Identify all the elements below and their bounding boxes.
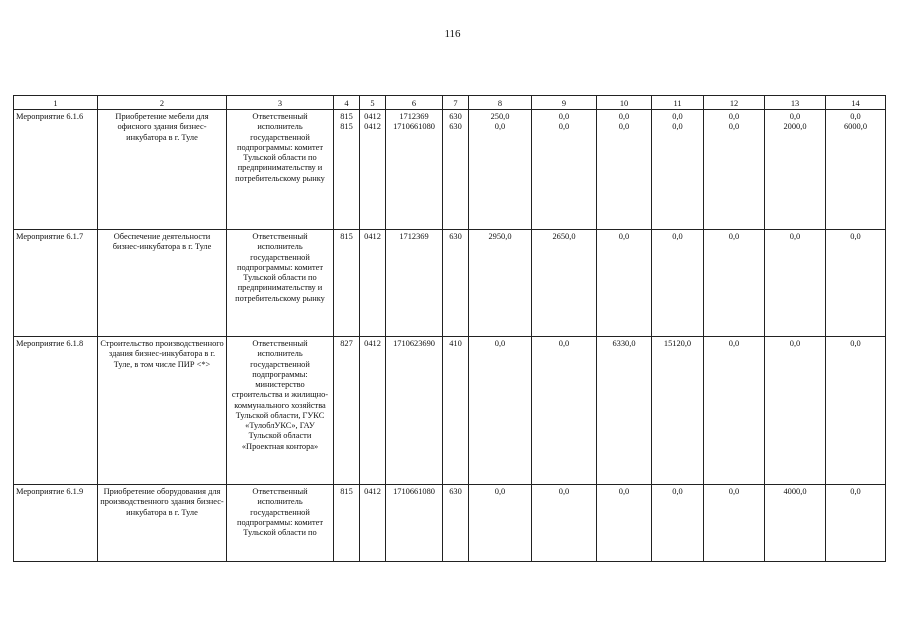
cell-c14: 0,0: [826, 337, 886, 485]
cell-c8: 2950,0: [469, 230, 532, 337]
cell-c7: 410: [443, 337, 469, 485]
cell-c8: 250,0 0,0: [469, 110, 532, 230]
cell-c8: 0,0: [469, 485, 532, 562]
cell-c9: 0,0: [532, 337, 597, 485]
cell-c10: 0,0 0,0: [597, 110, 652, 230]
cell-c10: 0,0: [597, 485, 652, 562]
table-row: [14, 337, 886, 485]
cell-c12: 0,0: [704, 337, 765, 485]
col-header-11: 11: [652, 96, 704, 110]
measure-name: Мероприятие 6.1.6: [14, 110, 98, 230]
cell-c11: 0,0 0,0: [652, 110, 704, 230]
col-header-13: 13: [765, 96, 826, 110]
cell-c5: 0412 0412: [360, 110, 386, 230]
cell-c12: 0,0: [704, 485, 765, 562]
cell-c13: 0,0: [765, 230, 826, 337]
cell-c7: 630: [443, 230, 469, 337]
col-header-12: 12: [704, 96, 765, 110]
cell-c9: 2650,0: [532, 230, 597, 337]
table-row: [14, 110, 886, 230]
table-row: [14, 230, 886, 337]
measure-description: Приобретение оборудования для производственного здания бизнес-инкубатора в г. Туле: [98, 485, 227, 562]
cell-c12: 0,0 0,0: [704, 110, 765, 230]
cell-c11: 0,0: [652, 485, 704, 562]
cell-c10: 6330,0: [597, 337, 652, 485]
cell-c6: 1710661080: [386, 485, 443, 562]
cell-c14: 0,0: [826, 485, 886, 562]
responsible-executor: Ответственный исполнитель государственной подпрограммы: комитет Тульской области по предпринимательству и потребительскому рынку: [227, 110, 334, 230]
cell-c7: 630 630: [443, 110, 469, 230]
cell-c4: 815 815: [334, 110, 360, 230]
col-header-2: 2: [98, 96, 227, 110]
cell-c13: 0,0: [765, 337, 826, 485]
cell-c6: 1712369: [386, 230, 443, 337]
cell-c6: 1710623690: [386, 337, 443, 485]
col-header-7: 7: [443, 96, 469, 110]
cell-c5: 0412: [360, 230, 386, 337]
header-row: [14, 96, 886, 110]
cell-c9: 0,0 0,0: [532, 110, 597, 230]
cell-c12: 0,0: [704, 230, 765, 337]
cell-c14: 0,0: [826, 230, 886, 337]
measure-name: Мероприятие 6.1.7: [14, 230, 98, 337]
cell-c11: 15120,0: [652, 337, 704, 485]
cell-c14: 0,0 6000,0: [826, 110, 886, 230]
cell-c13: 0,0 2000,0: [765, 110, 826, 230]
col-header-10: 10: [597, 96, 652, 110]
cell-c10: 0,0: [597, 230, 652, 337]
measure-name: Мероприятие 6.1.9: [14, 485, 98, 562]
cell-c9: 0,0: [532, 485, 597, 562]
col-header-8: 8: [469, 96, 532, 110]
cell-c5: 0412: [360, 337, 386, 485]
responsible-executor: Ответственный исполнитель государственной подпрограммы: министерство строительства и жилищно-коммунального хозяйства Тульской области, ГУКС «ТулоблУКС», ГАУ Тульской области «Проектная контора»: [227, 337, 334, 485]
budget-table: [13, 95, 886, 562]
cell-c13: 4000,0: [765, 485, 826, 562]
col-header-6: 6: [386, 96, 443, 110]
cell-c6: 1712369 1710661080: [386, 110, 443, 230]
measure-description: Строительство производственного здания бизнес-инкубатора в г. Туле, в том числе ПИР <*>: [98, 337, 227, 485]
measure-description: Обеспечение деятельности бизнес-инкубатора в г. Туле: [98, 230, 227, 337]
measure-name: Мероприятие 6.1.8: [14, 337, 98, 485]
col-header-9: 9: [532, 96, 597, 110]
cell-c7: 630: [443, 485, 469, 562]
cell-c4: 815: [334, 485, 360, 562]
table-row: [14, 485, 886, 562]
responsible-executor: Ответственный исполнитель государственной подпрограммы: комитет Тульской области по: [227, 485, 334, 562]
col-header-14: 14: [826, 96, 886, 110]
cell-c4: 827: [334, 337, 360, 485]
col-header-3: 3: [227, 96, 334, 110]
cell-c4: 815: [334, 230, 360, 337]
cell-c11: 0,0: [652, 230, 704, 337]
cell-c8: 0,0: [469, 337, 532, 485]
page-number: 116: [444, 28, 461, 40]
col-header-1: 1: [14, 96, 98, 110]
responsible-executor: Ответственный исполнитель государственной подпрограммы: комитет Тульской области по предпринимательству и потребительскому рынку: [227, 230, 334, 337]
col-header-4: 4: [334, 96, 360, 110]
measure-description: Приобретение мебели для офисного здания бизнес-инкубатора в г. Туле: [98, 110, 227, 230]
col-header-5: 5: [360, 96, 386, 110]
cell-c5: 0412: [360, 485, 386, 562]
